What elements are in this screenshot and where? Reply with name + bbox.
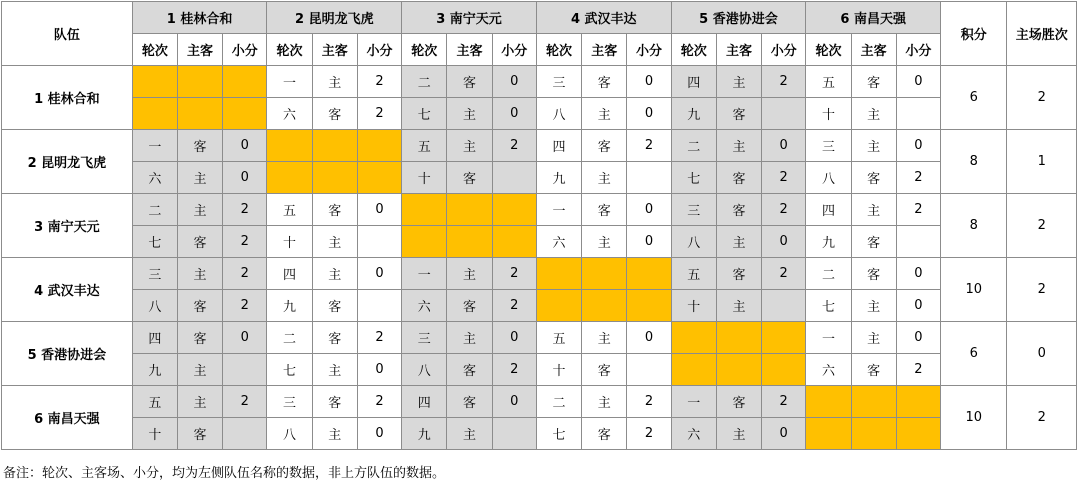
points-cell: 2 bbox=[492, 258, 536, 290]
homeaway-cell: 主 bbox=[177, 258, 222, 290]
points-cell: 0 bbox=[223, 162, 267, 194]
round-cell: 一 bbox=[671, 386, 716, 418]
self-match-cell bbox=[851, 386, 896, 418]
points-cell: 0 bbox=[492, 66, 536, 98]
round-cell: 二 bbox=[536, 386, 581, 418]
points-cell: 2 bbox=[762, 258, 806, 290]
homeaway-cell: 客 bbox=[851, 258, 896, 290]
total-points: 10 bbox=[941, 386, 1007, 450]
self-match-cell bbox=[177, 98, 222, 130]
homeaway-cell: 主 bbox=[716, 130, 761, 162]
points-cell bbox=[492, 162, 536, 194]
points-cell: 2 bbox=[492, 290, 536, 322]
round-cell: 四 bbox=[402, 386, 447, 418]
total-points: 8 bbox=[941, 194, 1007, 258]
total-points: 10 bbox=[941, 258, 1007, 322]
homeaway-cell: 主 bbox=[177, 194, 222, 226]
points-cell: 0 bbox=[627, 226, 671, 258]
self-match-cell bbox=[402, 226, 447, 258]
round-cell: 六 bbox=[132, 162, 177, 194]
points-cell: 0 bbox=[223, 130, 267, 162]
points-cell: 0 bbox=[223, 322, 267, 354]
table-row bbox=[2, 226, 1077, 258]
opponent-header: 3 南宁天元 bbox=[402, 2, 537, 34]
round-cell: 一 bbox=[536, 194, 581, 226]
round-cell: 八 bbox=[267, 418, 312, 450]
self-match-cell bbox=[762, 354, 806, 386]
round-subheader: 轮次 bbox=[402, 34, 447, 66]
homeaway-cell: 客 bbox=[312, 194, 357, 226]
homeaway-cell: 主 bbox=[582, 162, 627, 194]
homeaway-cell: 客 bbox=[447, 162, 492, 194]
homeaway-cell: 主 bbox=[851, 322, 896, 354]
points-cell: 2 bbox=[223, 386, 267, 418]
self-match-cell bbox=[402, 194, 447, 226]
round-cell: 一 bbox=[132, 130, 177, 162]
points-cell: 0 bbox=[896, 130, 940, 162]
self-match-cell bbox=[671, 322, 716, 354]
self-match-cell bbox=[267, 162, 312, 194]
homeaway-cell: 主 bbox=[851, 194, 896, 226]
round-cell: 九 bbox=[267, 290, 312, 322]
points-cell: 0 bbox=[896, 290, 940, 322]
points-cell: 0 bbox=[357, 354, 401, 386]
points-cell: 2 bbox=[357, 322, 401, 354]
table-row bbox=[2, 418, 1077, 450]
self-match-cell bbox=[851, 418, 896, 450]
opponent-header: 1 桂林合和 bbox=[132, 2, 267, 34]
round-cell: 五 bbox=[536, 322, 581, 354]
round-cell: 九 bbox=[806, 226, 851, 258]
round-cell: 四 bbox=[267, 258, 312, 290]
homeaway-cell: 主 bbox=[312, 66, 357, 98]
table-row bbox=[2, 290, 1077, 322]
homeaway-cell: 客 bbox=[582, 130, 627, 162]
table-row bbox=[2, 98, 1077, 130]
homeaway-cell: 主 bbox=[447, 130, 492, 162]
points-cell: 0 bbox=[762, 418, 806, 450]
homeaway-cell: 客 bbox=[716, 98, 761, 130]
points-cell bbox=[223, 418, 267, 450]
opponent-header: 5 香港协进会 bbox=[671, 2, 806, 34]
table-row bbox=[2, 162, 1077, 194]
table-row bbox=[2, 354, 1077, 386]
points-cell bbox=[896, 98, 940, 130]
homeaway-cell: 客 bbox=[716, 258, 761, 290]
self-match-cell bbox=[896, 418, 940, 450]
points-subheader: 小分 bbox=[223, 34, 267, 66]
homeaway-cell: 客 bbox=[582, 66, 627, 98]
points-cell: 0 bbox=[627, 66, 671, 98]
points-cell: 0 bbox=[762, 226, 806, 258]
self-match-cell bbox=[357, 162, 401, 194]
points-cell: 0 bbox=[762, 130, 806, 162]
self-match-cell bbox=[536, 290, 581, 322]
round-cell: 二 bbox=[671, 130, 716, 162]
homeaway-cell: 客 bbox=[851, 162, 896, 194]
round-cell: 六 bbox=[267, 98, 312, 130]
homeaway-cell: 客 bbox=[177, 130, 222, 162]
points-cell bbox=[357, 226, 401, 258]
homeaway-cell: 客 bbox=[312, 386, 357, 418]
homeaway-cell: 客 bbox=[447, 290, 492, 322]
self-match-cell bbox=[447, 194, 492, 226]
round-cell: 十 bbox=[402, 162, 447, 194]
round-cell: 五 bbox=[806, 66, 851, 98]
round-cell: 三 bbox=[671, 194, 716, 226]
points-cell: 0 bbox=[357, 418, 401, 450]
self-match-cell bbox=[806, 418, 851, 450]
homeaway-cell: 主 bbox=[447, 418, 492, 450]
points-cell: 0 bbox=[627, 98, 671, 130]
home-wins: 2 bbox=[1007, 258, 1077, 322]
self-match-cell bbox=[762, 322, 806, 354]
round-cell: 六 bbox=[806, 354, 851, 386]
table-row bbox=[2, 386, 1077, 418]
homeaway-cell: 客 bbox=[177, 226, 222, 258]
homeaway-subheader: 主客 bbox=[447, 34, 492, 66]
homeaway-cell: 客 bbox=[582, 354, 627, 386]
points-cell: 0 bbox=[492, 98, 536, 130]
homeaway-cell: 主 bbox=[447, 322, 492, 354]
round-cell: 五 bbox=[132, 386, 177, 418]
points-column-header: 积分 bbox=[941, 2, 1007, 66]
round-cell: 六 bbox=[536, 226, 581, 258]
points-cell: 0 bbox=[357, 194, 401, 226]
points-cell: 0 bbox=[896, 258, 940, 290]
points-cell: 2 bbox=[896, 194, 940, 226]
homeaway-cell: 客 bbox=[447, 354, 492, 386]
points-cell: 0 bbox=[492, 322, 536, 354]
round-cell: 四 bbox=[536, 130, 581, 162]
self-match-cell bbox=[582, 290, 627, 322]
team-name: 5 香港协进会 bbox=[2, 322, 133, 386]
standings-table bbox=[1, 1, 1077, 450]
points-cell: 0 bbox=[627, 322, 671, 354]
homeaway-subheader: 主客 bbox=[312, 34, 357, 66]
round-cell: 一 bbox=[402, 258, 447, 290]
points-cell bbox=[627, 354, 671, 386]
homeaway-subheader: 主客 bbox=[582, 34, 627, 66]
round-subheader: 轮次 bbox=[671, 34, 716, 66]
round-cell: 十 bbox=[536, 354, 581, 386]
homeaway-cell: 主 bbox=[447, 98, 492, 130]
round-cell: 九 bbox=[671, 98, 716, 130]
team-name: 2 昆明龙飞虎 bbox=[2, 130, 133, 194]
team-name: 4 武汉丰达 bbox=[2, 258, 133, 322]
round-subheader: 轮次 bbox=[132, 34, 177, 66]
self-match-cell bbox=[896, 386, 940, 418]
points-cell: 2 bbox=[357, 386, 401, 418]
round-cell: 五 bbox=[671, 258, 716, 290]
self-match-cell bbox=[582, 258, 627, 290]
points-cell: 2 bbox=[223, 290, 267, 322]
self-match-cell bbox=[627, 258, 671, 290]
round-cell: 二 bbox=[132, 194, 177, 226]
homeaway-cell: 主 bbox=[312, 354, 357, 386]
homeaway-cell: 客 bbox=[312, 98, 357, 130]
round-cell: 七 bbox=[402, 98, 447, 130]
homeaway-cell: 主 bbox=[312, 418, 357, 450]
points-cell bbox=[627, 162, 671, 194]
self-match-cell bbox=[312, 162, 357, 194]
homeaway-cell: 客 bbox=[177, 290, 222, 322]
self-match-cell bbox=[177, 66, 222, 98]
round-cell: 三 bbox=[267, 386, 312, 418]
homeaway-cell: 主 bbox=[177, 162, 222, 194]
points-cell bbox=[357, 290, 401, 322]
round-cell: 二 bbox=[267, 322, 312, 354]
round-cell: 五 bbox=[402, 130, 447, 162]
total-points: 8 bbox=[941, 130, 1007, 194]
self-match-cell bbox=[671, 354, 716, 386]
homeaway-cell: 客 bbox=[851, 66, 896, 98]
points-cell: 2 bbox=[762, 66, 806, 98]
round-cell: 七 bbox=[132, 226, 177, 258]
round-cell: 二 bbox=[806, 258, 851, 290]
round-cell: 七 bbox=[267, 354, 312, 386]
points-cell: 2 bbox=[357, 66, 401, 98]
homeaway-cell: 主 bbox=[716, 418, 761, 450]
round-cell: 十 bbox=[132, 418, 177, 450]
round-cell: 四 bbox=[132, 322, 177, 354]
points-cell: 2 bbox=[896, 354, 940, 386]
self-match-cell bbox=[627, 290, 671, 322]
round-cell: 七 bbox=[806, 290, 851, 322]
homeaway-cell: 客 bbox=[582, 194, 627, 226]
homeaway-cell: 主 bbox=[312, 226, 357, 258]
points-cell: 2 bbox=[762, 386, 806, 418]
round-cell: 三 bbox=[806, 130, 851, 162]
self-match-cell bbox=[132, 66, 177, 98]
opponent-header: 2 昆明龙飞虎 bbox=[267, 2, 402, 34]
points-subheader: 小分 bbox=[357, 34, 401, 66]
points-cell: 2 bbox=[492, 130, 536, 162]
self-match-cell bbox=[312, 130, 357, 162]
homeaway-cell: 主 bbox=[716, 290, 761, 322]
round-cell: 八 bbox=[132, 290, 177, 322]
homeaway-cell: 主 bbox=[716, 66, 761, 98]
home-wins: 2 bbox=[1007, 66, 1077, 130]
points-cell: 0 bbox=[492, 386, 536, 418]
self-match-cell bbox=[806, 386, 851, 418]
round-cell: 二 bbox=[402, 66, 447, 98]
self-match-cell bbox=[132, 98, 177, 130]
round-cell: 四 bbox=[671, 66, 716, 98]
subheader-row bbox=[2, 34, 1077, 66]
team-name: 6 南昌天强 bbox=[2, 386, 133, 450]
table-row bbox=[2, 322, 1077, 354]
homeaway-cell: 主 bbox=[716, 226, 761, 258]
header-row bbox=[2, 2, 1077, 34]
homeaway-cell: 主 bbox=[851, 130, 896, 162]
round-cell: 七 bbox=[536, 418, 581, 450]
round-cell: 七 bbox=[671, 162, 716, 194]
homeaway-subheader: 主客 bbox=[177, 34, 222, 66]
self-match-cell bbox=[447, 226, 492, 258]
home-wins: 2 bbox=[1007, 386, 1077, 450]
round-cell: 三 bbox=[132, 258, 177, 290]
team-column-header: 队伍 bbox=[2, 2, 133, 66]
round-cell: 一 bbox=[806, 322, 851, 354]
points-cell: 2 bbox=[223, 194, 267, 226]
points-cell: 0 bbox=[896, 66, 940, 98]
self-match-cell bbox=[492, 226, 536, 258]
round-subheader: 轮次 bbox=[267, 34, 312, 66]
self-match-cell bbox=[492, 194, 536, 226]
points-cell: 2 bbox=[223, 226, 267, 258]
points-cell bbox=[762, 290, 806, 322]
team-name: 3 南宁天元 bbox=[2, 194, 133, 258]
round-cell: 六 bbox=[402, 290, 447, 322]
points-cell: 0 bbox=[896, 322, 940, 354]
round-cell: 六 bbox=[671, 418, 716, 450]
points-cell: 2 bbox=[762, 162, 806, 194]
homeaway-cell: 客 bbox=[312, 290, 357, 322]
home-wins: 2 bbox=[1007, 194, 1077, 258]
homeaway-cell: 主 bbox=[582, 386, 627, 418]
points-subheader: 小分 bbox=[492, 34, 536, 66]
homeaway-subheader: 主客 bbox=[716, 34, 761, 66]
homeaway-cell: 主 bbox=[582, 98, 627, 130]
points-cell: 0 bbox=[627, 194, 671, 226]
points-subheader: 小分 bbox=[896, 34, 940, 66]
homeaway-cell: 客 bbox=[447, 66, 492, 98]
total-points: 6 bbox=[941, 66, 1007, 130]
points-cell: 2 bbox=[627, 418, 671, 450]
round-cell: 八 bbox=[536, 98, 581, 130]
round-cell: 十 bbox=[671, 290, 716, 322]
points-cell: 2 bbox=[223, 258, 267, 290]
homeaway-cell: 客 bbox=[447, 386, 492, 418]
homeaway-cell: 主 bbox=[447, 258, 492, 290]
round-cell: 三 bbox=[402, 322, 447, 354]
homeaway-cell: 客 bbox=[716, 386, 761, 418]
homeaway-cell: 主 bbox=[582, 322, 627, 354]
round-cell: 一 bbox=[267, 66, 312, 98]
opponent-header: 6 南昌天强 bbox=[806, 2, 941, 34]
points-cell: 2 bbox=[896, 162, 940, 194]
round-cell: 十 bbox=[806, 98, 851, 130]
round-subheader: 轮次 bbox=[806, 34, 851, 66]
points-cell bbox=[492, 418, 536, 450]
self-match-cell bbox=[716, 354, 761, 386]
table-row bbox=[2, 130, 1077, 162]
self-match-cell bbox=[536, 258, 581, 290]
home-wins-column-header: 主场胜次 bbox=[1007, 2, 1077, 66]
self-match-cell bbox=[716, 322, 761, 354]
homeaway-cell: 客 bbox=[851, 226, 896, 258]
homeaway-cell: 主 bbox=[851, 290, 896, 322]
points-subheader: 小分 bbox=[627, 34, 671, 66]
homeaway-cell: 客 bbox=[716, 162, 761, 194]
table-row bbox=[2, 258, 1077, 290]
round-cell: 五 bbox=[267, 194, 312, 226]
home-wins: 1 bbox=[1007, 130, 1077, 194]
self-match-cell bbox=[267, 130, 312, 162]
self-match-cell bbox=[357, 130, 401, 162]
opponent-header: 4 武汉丰达 bbox=[536, 2, 671, 34]
homeaway-cell: 客 bbox=[851, 354, 896, 386]
homeaway-cell: 主 bbox=[177, 386, 222, 418]
homeaway-cell: 主 bbox=[582, 226, 627, 258]
team-name: 1 桂林合和 bbox=[2, 66, 133, 130]
points-cell bbox=[896, 226, 940, 258]
points-cell: 2 bbox=[762, 194, 806, 226]
points-subheader: 小分 bbox=[762, 34, 806, 66]
points-cell: 2 bbox=[357, 98, 401, 130]
round-subheader: 轮次 bbox=[536, 34, 581, 66]
homeaway-cell: 客 bbox=[582, 418, 627, 450]
round-cell: 九 bbox=[132, 354, 177, 386]
round-cell: 九 bbox=[402, 418, 447, 450]
points-cell: 2 bbox=[492, 354, 536, 386]
self-match-cell bbox=[223, 66, 267, 98]
homeaway-cell: 主 bbox=[312, 258, 357, 290]
points-cell bbox=[223, 354, 267, 386]
homeaway-cell: 客 bbox=[716, 194, 761, 226]
points-cell bbox=[762, 98, 806, 130]
round-cell: 八 bbox=[402, 354, 447, 386]
homeaway-cell: 客 bbox=[312, 322, 357, 354]
points-cell: 2 bbox=[627, 386, 671, 418]
round-cell: 十 bbox=[267, 226, 312, 258]
round-cell: 八 bbox=[806, 162, 851, 194]
points-cell: 0 bbox=[357, 258, 401, 290]
homeaway-subheader: 主客 bbox=[851, 34, 896, 66]
round-cell: 九 bbox=[536, 162, 581, 194]
homeaway-cell: 主 bbox=[177, 354, 222, 386]
round-cell: 三 bbox=[536, 66, 581, 98]
total-points: 6 bbox=[941, 322, 1007, 386]
round-cell: 四 bbox=[806, 194, 851, 226]
homeaway-cell: 主 bbox=[851, 98, 896, 130]
footnote: 备注：轮次、主客场、小分，均为左侧队伍名称的数据，非上方队伍的数据。 bbox=[3, 466, 446, 481]
round-cell: 八 bbox=[671, 226, 716, 258]
table-row bbox=[2, 66, 1077, 98]
self-match-cell bbox=[223, 98, 267, 130]
homeaway-cell: 客 bbox=[177, 322, 222, 354]
points-cell: 2 bbox=[627, 130, 671, 162]
table-row bbox=[2, 194, 1077, 226]
home-wins: 0 bbox=[1007, 322, 1077, 386]
homeaway-cell: 客 bbox=[177, 418, 222, 450]
